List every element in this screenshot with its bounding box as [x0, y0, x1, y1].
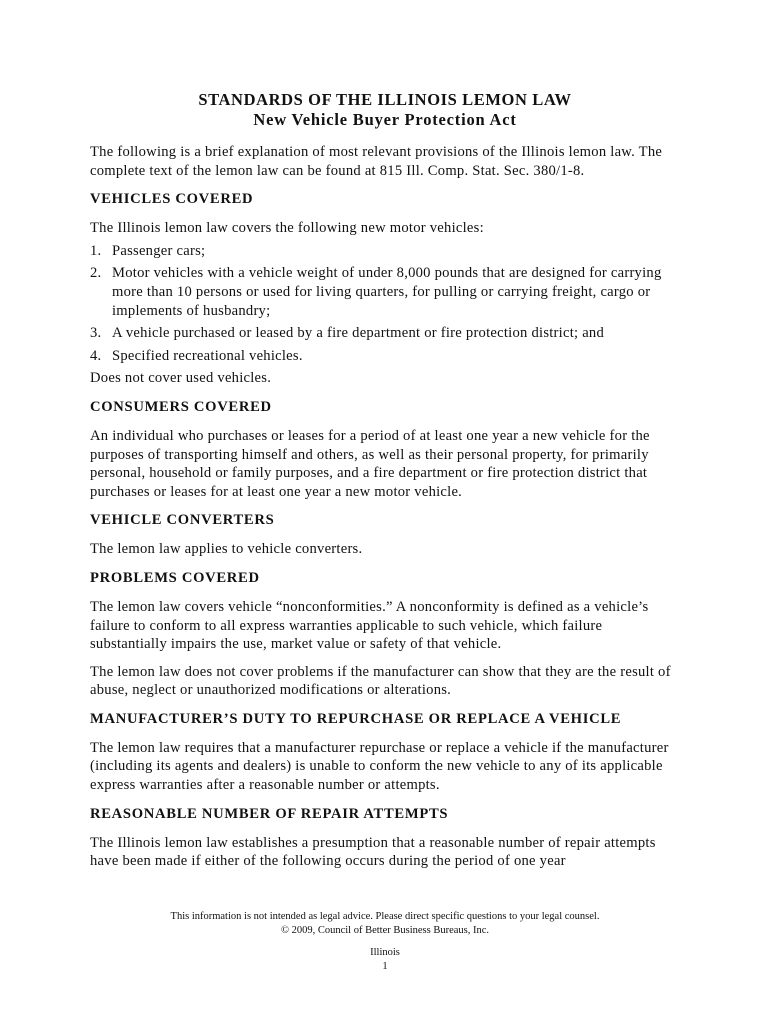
section-heading-manufacturers-duty: MANUFACTURER’S DUTY TO REPURCHASE OR REPLACE A VEHICLE	[90, 710, 622, 727]
footer-state-label: Illinois	[370, 947, 400, 958]
vehicles-lead-paragraph: The Illinois lemon law covers the following new motor vehicles:	[90, 220, 484, 237]
section-heading-vehicle-converters: VEHICLE CONVERTERS	[90, 512, 275, 529]
page-footer	[0, 910, 770, 973]
attempts-paragraph: The Illinois lemon law establishes a presumption that a reasonable number of repair attempts have been made if either of the following occurs during the period of one year	[90, 834, 656, 870]
list-item	[90, 242, 680, 261]
section-heading-consumers-covered: CONSUMERS COVERED	[90, 398, 272, 415]
intro-paragraph: The following is a brief explanation of most relevant provisions of the Illinois lemon law. The complete text of the lemon law can be found at 815 Ill. Comp. Stat. Sec. 380/1-8.	[90, 144, 663, 179]
copyright-notice: © 2009, Council of Better Business Bureaus, Inc.	[280, 924, 490, 936]
document-page	[90, 90, 680, 871]
list-item-text: Motor vehicles with a vehicle weight of under 8,000 pounds that are designed for carrying more than 10 persons or used for living quarters, for pulling or carrying freight, cargo or implements of husbandry;	[112, 265, 662, 319]
converters-paragraph: The lemon law applies to vehicle converters.	[90, 541, 363, 558]
vehicles-list	[90, 242, 680, 366]
problems-paragraph-1: The lemon law covers vehicle “nonconformities.” A nonconformity is defined as a vehicle’s failure to conform to all express warranties applicable to such vehicle, which failure substantially impairs the use, market value or safety of that vehicle.	[90, 598, 649, 653]
duty-paragraph: The lemon law requires that a manufacturer repurchase or replace a vehicle if the manufacturer (including its agents and dealers) is unable to conform the new vehicle to any of its applicable express warranties after a reasonable number or attempts.	[90, 739, 669, 794]
list-item-text: Specified recreational vehicles.	[112, 347, 303, 364]
consumers-paragraph: An individual who purchases or leases for a period of at least one year a new vehicle for the purposes of transporting himself and others, as well as their personal property, for primarily personal, household or family purposes, and a fire department or fire protection district that purchases or leases for at least one year a new motor vehicle.	[90, 427, 650, 500]
list-item-text: A vehicle purchased or leased by a fire department or fire protection district; and	[112, 325, 605, 342]
list-item-number: 4.	[90, 347, 102, 364]
section-heading-problems-covered: PROBLEMS COVERED	[90, 569, 260, 586]
page-number: 1	[382, 960, 388, 972]
list-item	[90, 264, 680, 320]
list-item	[90, 324, 680, 343]
list-item	[90, 347, 680, 366]
list-item-number: 2.	[90, 265, 102, 282]
document-subtitle: New Vehicle Buyer Protection Act	[253, 110, 517, 129]
document-title: STANDARDS OF THE ILLINOIS LEMON LAW	[198, 90, 572, 109]
list-item-text: Passenger cars;	[112, 242, 206, 259]
list-item-number: 1.	[90, 242, 102, 259]
list-item-number: 3.	[90, 325, 102, 342]
problems-paragraph-2: The lemon law does not cover problems if the manufacturer can show that they are the result of abuse, neglect or unauthorized modifications or alterations.	[90, 663, 671, 699]
section-heading-vehicles-covered: VEHICLES COVERED	[90, 191, 254, 208]
section-heading-repair-attempts: REASONABLE NUMBER OF REPAIR ATTEMPTS	[90, 805, 449, 822]
legal-disclaimer: This information is not intended as legal advice. Please direct specific questions to your legal counsel.	[170, 911, 600, 922]
vehicles-note-paragraph: Does not cover used vehicles.	[90, 370, 272, 387]
